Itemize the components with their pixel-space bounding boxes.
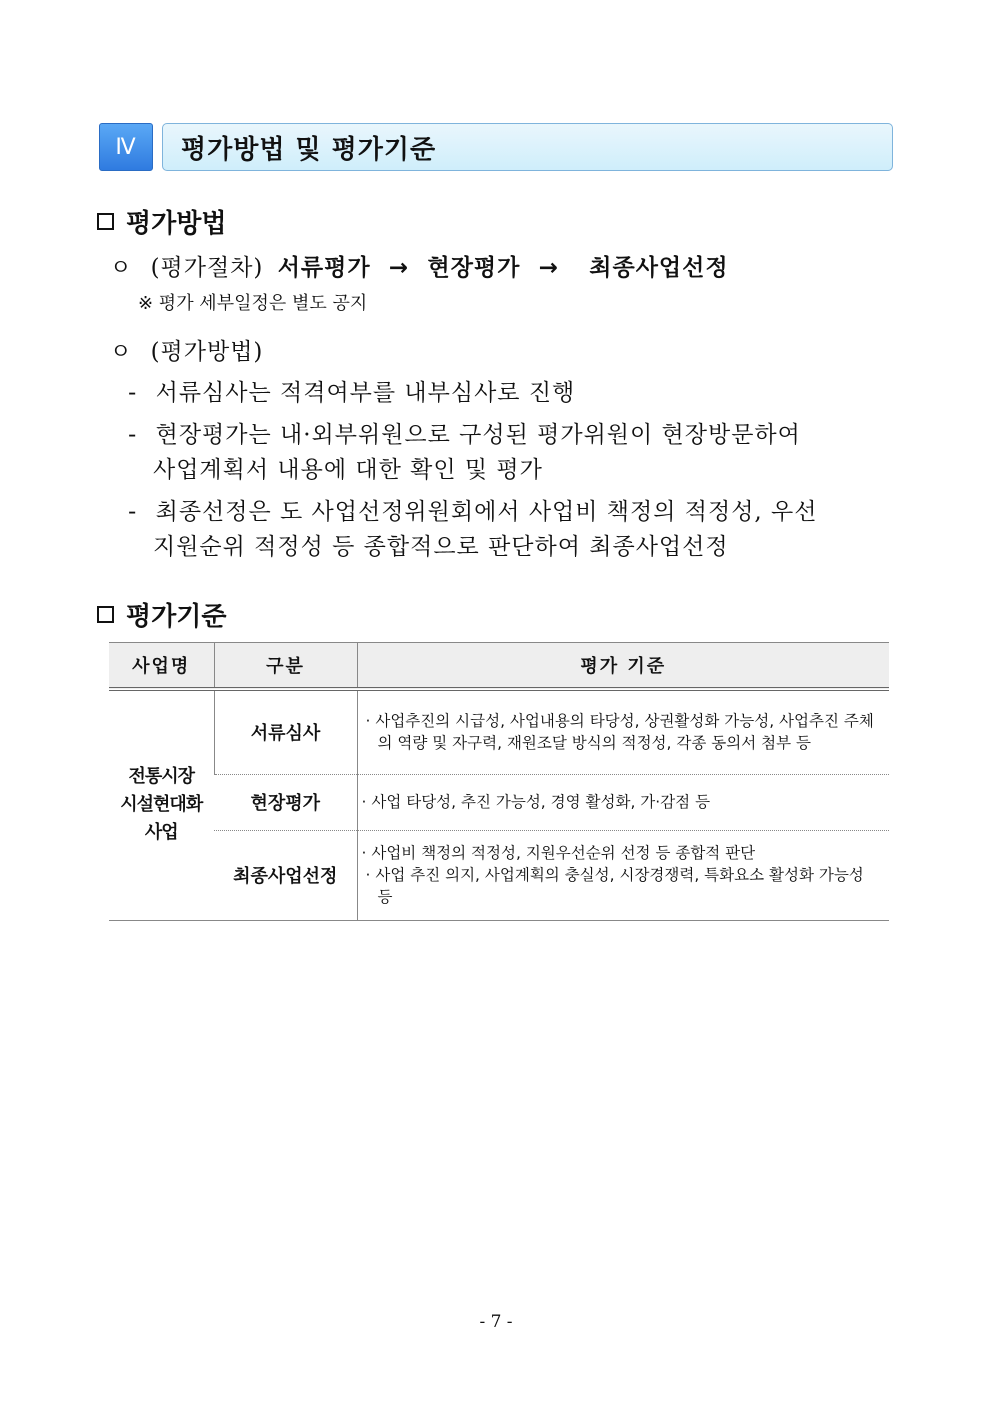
category-cell: 최종사업선정 (214, 830, 357, 920)
table-header-row (109, 643, 889, 690)
circle-bullet: ㅇ (110, 340, 133, 365)
dash-bullet: - (128, 499, 138, 525)
procedure-label: (평가절차) (150, 255, 264, 281)
section-heading-text: 평가기준 (126, 602, 227, 632)
method-item (128, 374, 575, 407)
method-item (128, 493, 817, 526)
arrow-icon: → (388, 255, 410, 281)
procedure-step: 현장평가 (427, 255, 521, 281)
table-row (109, 830, 889, 920)
procedure-step: 최종사업선정 (589, 255, 729, 281)
method-item-text: 서류심사는 적격여부를 내부심사로 진행 (155, 380, 576, 406)
method-label: (평가방법) (150, 339, 264, 365)
dash-bullet: - (128, 422, 138, 448)
square-bullet-icon (97, 213, 114, 230)
criteria-cell (357, 774, 889, 830)
criteria-item: · 사업 추진 의지, 사업계획의 충실성, 시장경쟁력, 특화요소 활성화 가능성 등 (365, 866, 864, 906)
method-item-continuation: 지원순위 적정성 등 종합적으로 판단하여 최종사업선정 (153, 534, 729, 560)
criteria-cell (357, 830, 889, 920)
header-category: 구분 (214, 643, 357, 690)
header-criteria: 평가 기준 (357, 643, 889, 690)
criteria-table (109, 642, 889, 921)
criteria-item: · 사업비 책정의 적정성, 지원우선순위 선정 등 종합적 판단 (361, 844, 756, 862)
method-line (110, 333, 263, 366)
business-name-cell (109, 689, 214, 920)
chapter-number-badge: Ⅳ (99, 123, 153, 171)
procedure-step: 서류평가 (277, 255, 371, 281)
business-name-line: 사업 (144, 822, 178, 844)
method-item-continuation: 사업계획서 내용에 대한 확인 및 평가 (153, 457, 543, 483)
table-row (109, 774, 889, 830)
arrow-icon: → (538, 255, 559, 281)
method-item (128, 416, 801, 449)
section-heading-evaluation-method (97, 203, 226, 240)
dash-bullet: - (128, 380, 138, 406)
criteria-cell (357, 689, 889, 774)
chapter-title: 평가방법 및 평가기준 (162, 123, 893, 171)
procedure-line (110, 249, 729, 282)
category-cell: 서류심사 (214, 689, 357, 774)
category-cell: 현장평가 (214, 774, 357, 830)
page-number: - 7 - (479, 1312, 513, 1332)
section-heading-text: 평가방법 (126, 209, 227, 239)
procedure-note: ※ 평가 세부일정은 별도 공지 (138, 293, 368, 314)
header-business-name: 사업명 (109, 643, 214, 690)
business-name-line: 전통시장 (128, 766, 195, 788)
circle-bullet: ㅇ (110, 256, 133, 281)
section-heading-evaluation-criteria (97, 596, 226, 633)
table-row (109, 689, 889, 774)
business-name-line: 시설현대화 (120, 794, 203, 816)
method-item-text: 현장평가는 내·외부위원으로 구성된 평가위원이 현장방문하여 (155, 422, 801, 448)
criteria-item: · 사업추진의 시급성, 사업내용의 타당성, 상권활성화 가능성, 사업추진 주체의 역량 및 자구력, 재원조달 방식의 적정성, 각종 동의서 첨부 등 (365, 712, 874, 753)
criteria-item: · 사업 타당성, 추진 가능성, 경영 활성화, 가·감점 등 (361, 793, 711, 811)
square-bullet-icon (97, 606, 114, 623)
method-item-text: 최종선정은 도 사업선정위원회에서 사업비 책정의 적정성, 우선 (155, 499, 818, 525)
